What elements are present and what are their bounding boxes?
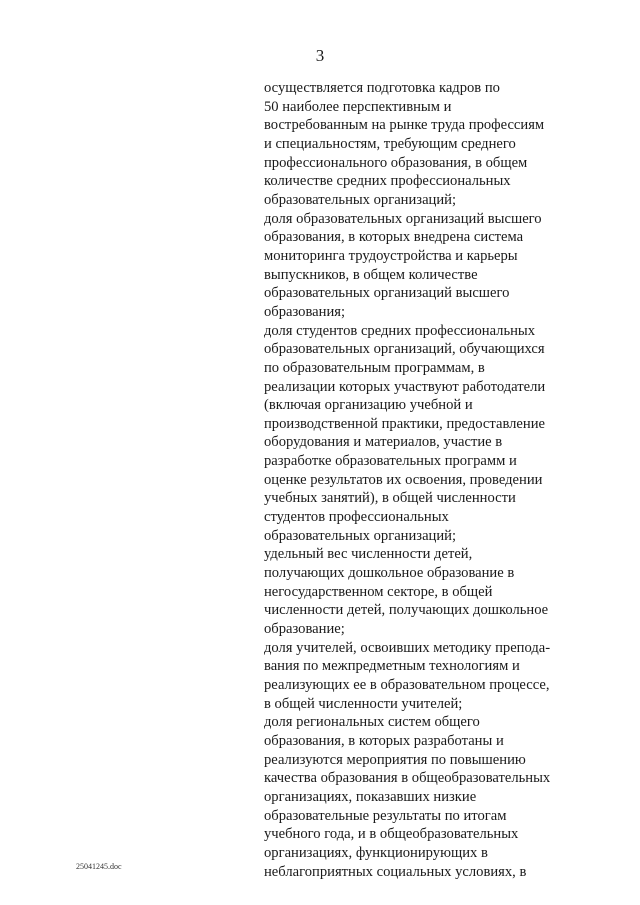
text-line: студентов профессиональных xyxy=(264,509,449,526)
text-line: осуществляется подготовка кадров по xyxy=(264,80,500,96)
text-line: профессионального образования, в общем xyxy=(264,154,528,171)
text-line: доля региональных систем общего xyxy=(264,714,480,731)
text-line: производственной практики, предоставление xyxy=(264,415,545,432)
text-line: 50 наиболее перспективным и xyxy=(264,98,452,115)
text-line: учебного года, и в общеобразовательных xyxy=(264,826,519,843)
text-line: мониторинга трудоустройства и карьеры xyxy=(264,247,518,264)
text-line: образовательных организаций, обучающихся xyxy=(264,341,545,358)
body-text xyxy=(264,79,564,881)
text-line: востребованным на рынке труда профессиям xyxy=(264,117,545,134)
text-line: организациях, функционирующих в xyxy=(264,844,488,861)
text-line: образования, в которых разработаны и xyxy=(264,732,504,749)
text-line: и специальностям, требующим среднего xyxy=(264,135,516,152)
text-line: образование; xyxy=(264,621,345,638)
text-line: оборудования и материалов, участие в xyxy=(264,434,503,451)
text-line: доля учителей, освоивших методику препода- xyxy=(264,639,551,656)
text-line: реализующих ее в образовательном процессе, xyxy=(264,677,550,693)
text-line: выпускников, в общем количестве xyxy=(264,266,478,283)
text-line: реализации которых участвуют работодатели xyxy=(264,378,546,395)
page-number: 3 xyxy=(315,46,325,65)
text-line: получающих дошкольное образование в xyxy=(264,565,515,582)
text-line: образования, в которых внедрена система xyxy=(264,229,524,246)
text-line: удельный вес численности детей, xyxy=(264,546,473,563)
text-line: количестве средних профессиональных xyxy=(264,173,511,190)
text-line: образовательных организаций; xyxy=(264,527,457,544)
text-line: негосударственном секторе, в общей xyxy=(264,583,493,600)
text-line: образования; xyxy=(264,303,346,320)
text-line: организациях, показавших низкие xyxy=(264,788,477,805)
text-line: в общей численности учителей; xyxy=(264,695,463,712)
text-line: доля образовательных организаций высшего xyxy=(264,210,542,227)
text-line: доля студентов средних профессиональных xyxy=(264,322,536,339)
text-line: образовательных организаций; xyxy=(264,191,457,208)
text-line: оценке результатов их освоения, проведении xyxy=(264,471,543,488)
text-line: неблагоприятных социальных условиях, в xyxy=(264,863,527,880)
text-line: образовательные результаты по итогам xyxy=(264,807,507,824)
text-line: учебных занятий), в общей численности xyxy=(264,490,516,507)
text-line: (включая организацию учебной и xyxy=(264,397,473,414)
text-line: образовательных организаций высшего xyxy=(264,285,510,302)
text-line: по образовательным программам, в xyxy=(264,359,485,376)
footer-filename: 25041245.doc xyxy=(76,862,122,871)
text-line: численности детей, получающих дошкольное xyxy=(264,602,549,619)
text-line: разработке образовательных программ и xyxy=(264,453,517,470)
text-line: реализуются мероприятия по повышению xyxy=(264,751,526,768)
text-line: качества образования в общеобразовательных xyxy=(264,770,551,787)
text-line: вания по межпредметным технологиям и xyxy=(264,658,520,675)
